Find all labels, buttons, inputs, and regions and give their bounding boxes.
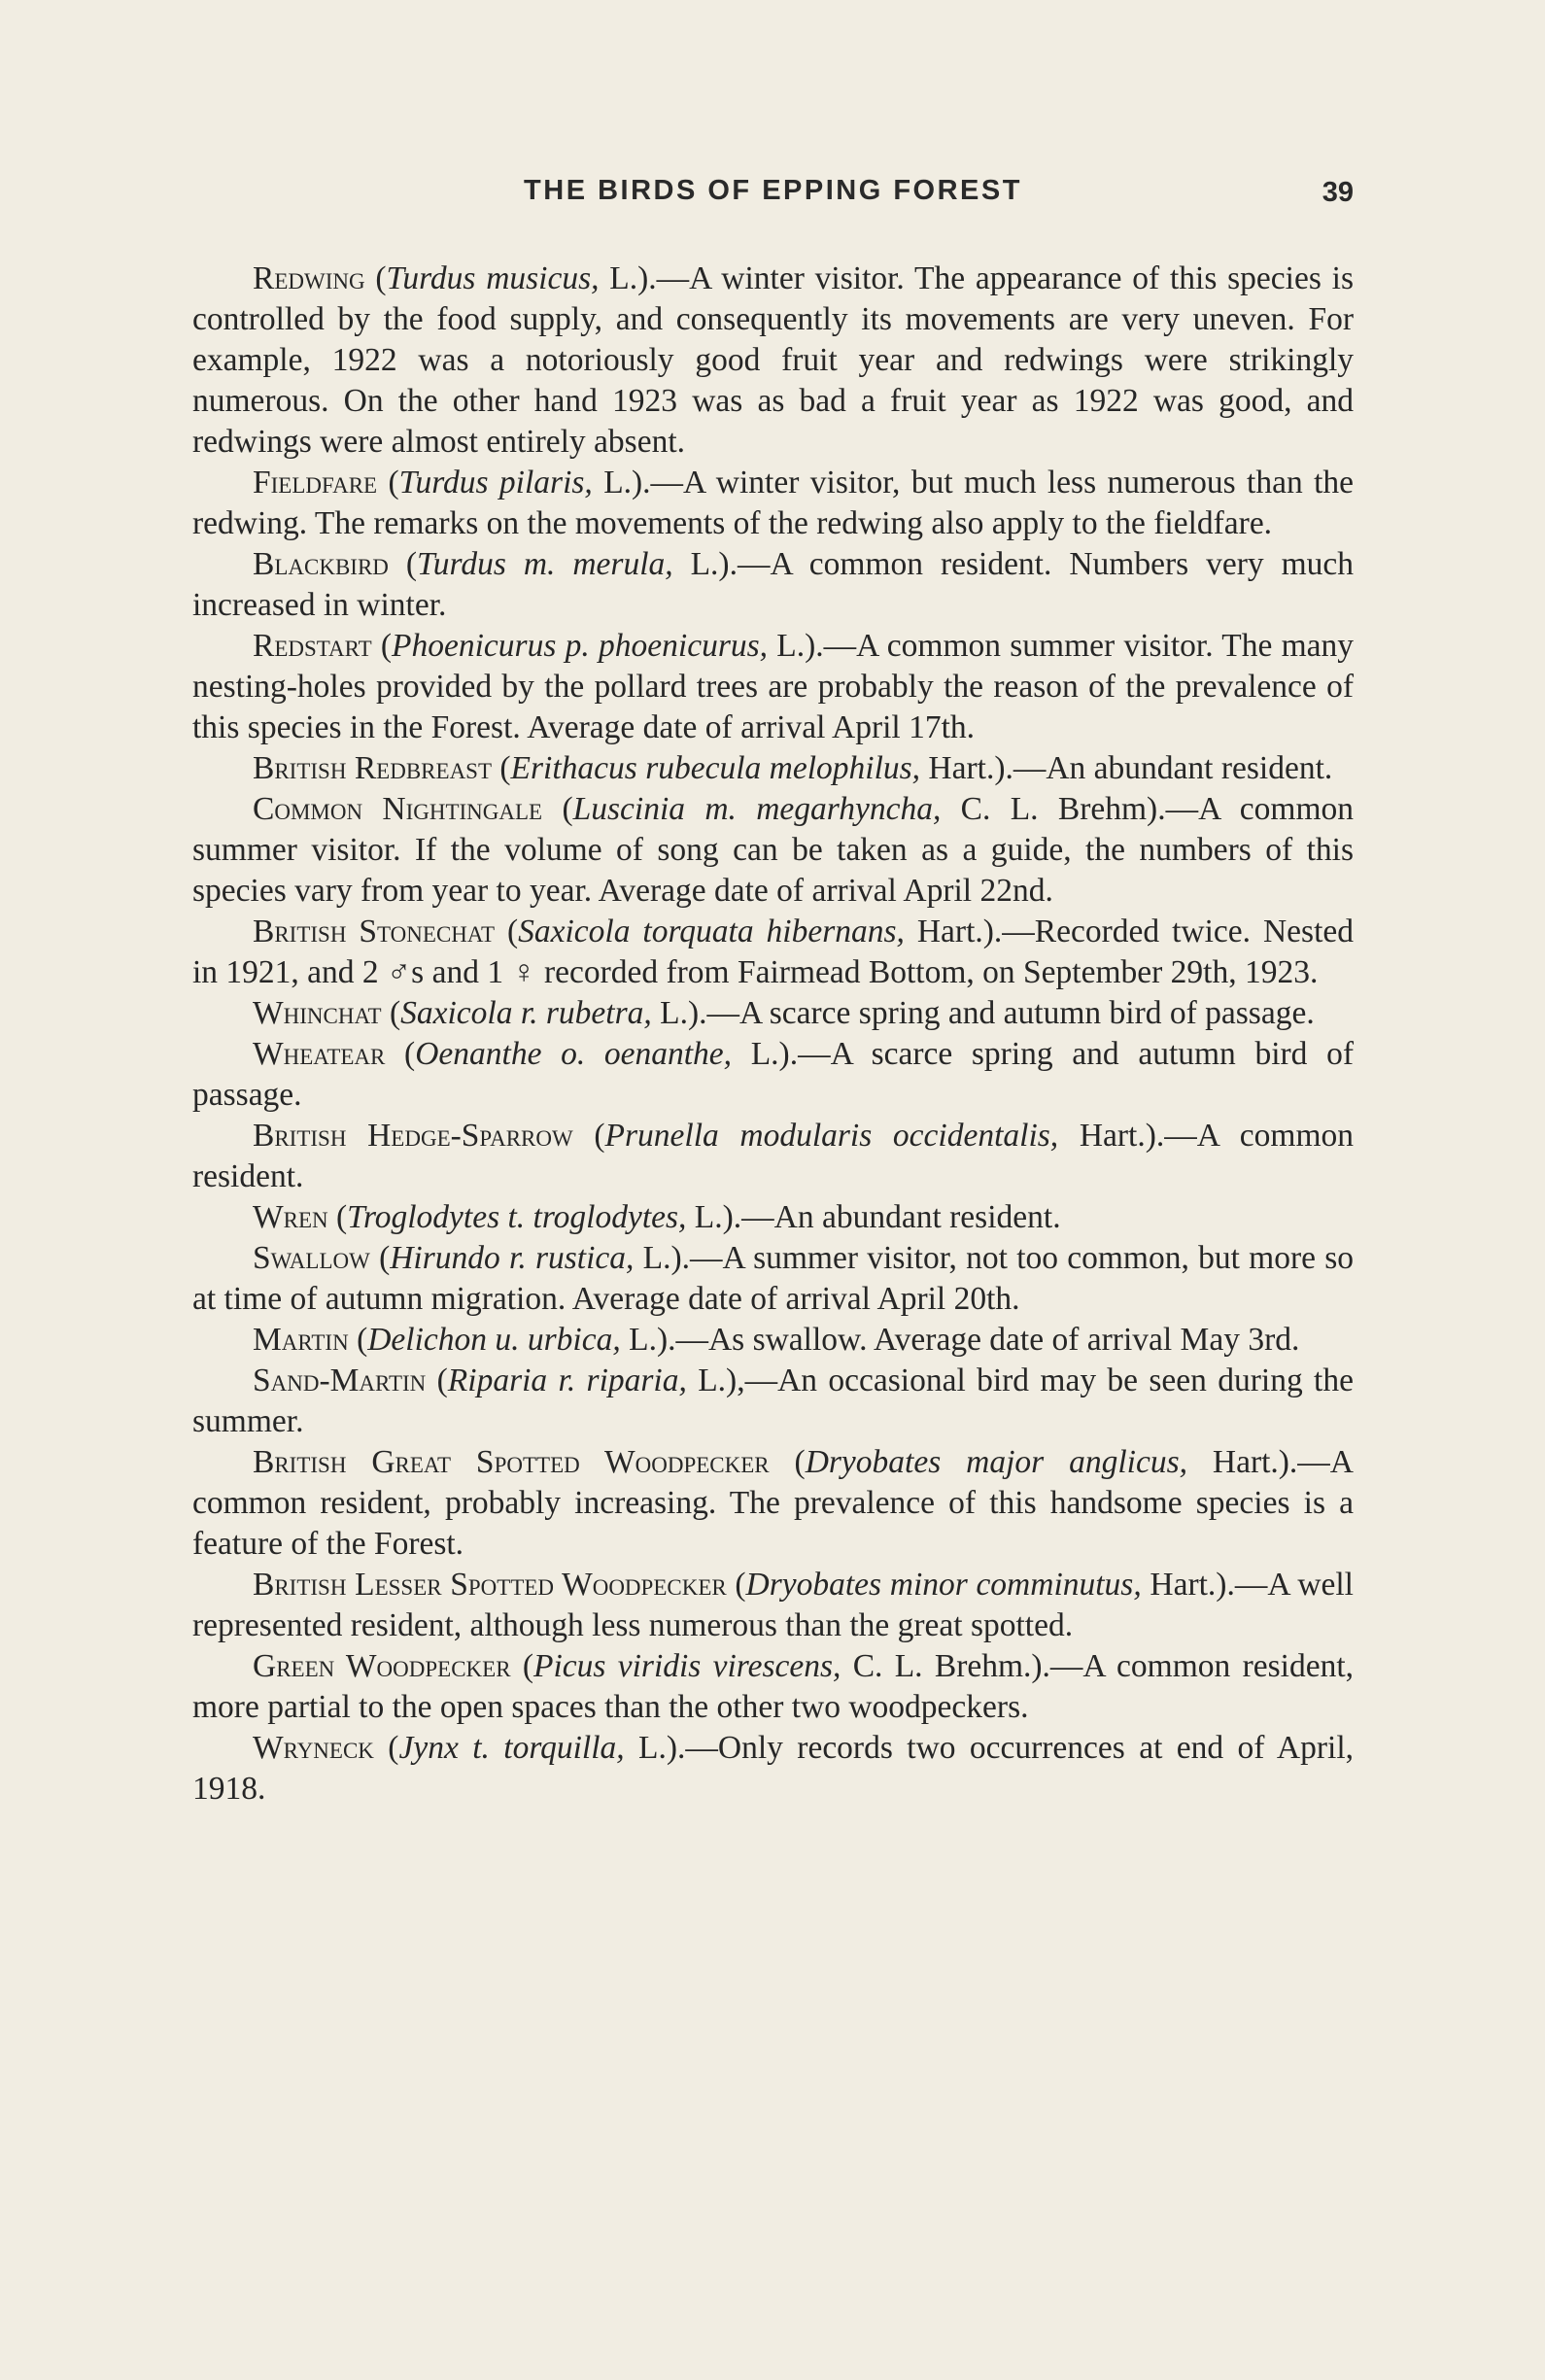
species-description: L.).—A winter visitor. The appearance of this species is controlled by the food supply, and consequently its movements are very uneven. For example, 1922 was a notoriously good fruit year and redwings were strikingly numerous. On the other hand 1923 was as bad a fruit year as 1922 was good, and redwings were almost entirely absent.: [192, 260, 1355, 460]
scientific-name: Dryobates minor comminutus,: [745, 1567, 1142, 1603]
species-entry: Redstart (Phoenicurus p. phoenicurus, L.).—A common summer visitor. The many nesting-holes provided by the pollard trees are probably the reason of the prevalence of this species in the Forest. Average date of arrival April 17th.: [192, 628, 1355, 745]
species-description: L.).—A scarce spring and autumn bird of passage.: [651, 995, 1315, 1031]
scientific-name: Picus viridis virescens,: [533, 1648, 841, 1684]
species-description: C. L. Brehm).—A common summer visitor. If the volume of song can be taken as a guide, the numbers of this species vary from year to year. Average date of arrival April 22nd.: [192, 791, 1354, 909]
scientific-name: Saxicola torquata hibernans,: [518, 914, 905, 949]
species-name: Whinchat: [253, 995, 382, 1031]
species-description: L.).—As swallow. Average date of arrival May 3rd.: [620, 1322, 1300, 1358]
species-entry: Redwing (Turdus musicus, L.).—A winter visitor. The appearance of this species is controlled by the food supply, and consequently its movements are very uneven. For example, 1922 was a notoriously good fruit year and redwings were strikingly numerous. On the other hand 1923 was as bad a fruit year as 1922 was good, and redwings were almost entirely absent.: [192, 260, 1355, 460]
species-description: Hart.).—A common resident.: [192, 1118, 1354, 1194]
species-description: Hart.).—An abundant resident.: [920, 750, 1333, 786]
species-name: Martin: [253, 1322, 349, 1358]
species-entry: Sand-Martin (Riparia r. riparia, L.),—An occasional bird may be seen during the summer.: [192, 1362, 1354, 1439]
species-name: British Redbreast: [253, 750, 493, 786]
scientific-name: Prunella modularis occidentalis,: [604, 1118, 1059, 1154]
species-description: C. L. Brehm.).—A common resident, more partial to the open spaces than the other two woodpeckers.: [192, 1648, 1355, 1725]
species-entry: Whinchat (Saxicola r. rubetra, L.).—A scarce spring and autumn bird of passage.: [253, 995, 1315, 1031]
species-name: Common Nightingale: [253, 791, 543, 827]
species-name: Wheatear: [253, 1036, 386, 1072]
species-entry: Blackbird (Turdus m. merula, L.).—A common resident. Numbers very much increased in winter.: [192, 546, 1354, 623]
scientific-name: Turdus pilaris,: [398, 465, 593, 500]
species-entry: Green Woodpecker (Picus viridis virescens, C. L. Brehm.).—A common resident, more partial to the open spaces than the other two woodpeckers.: [192, 1648, 1355, 1725]
scientific-name: Oenanthe o. oenanthe,: [415, 1036, 733, 1072]
species-description: L.).—A common summer visitor. The many nesting-holes provided by the pollard trees are probably the reason of the prevalence of this species in the Forest. Average date of arrival April 17th.: [192, 628, 1355, 745]
page-number: 39: [1322, 177, 1354, 208]
species-name: Sand-Martin: [253, 1362, 427, 1398]
species-description: L.).—A scarce spring and autumn bird of passage.: [192, 1036, 1354, 1113]
species-entry: British Redbreast (Erithacus rubecula melophilus, Hart.).—An abundant resident.: [253, 750, 1333, 786]
page-header: [192, 175, 1354, 224]
species-description: L.),—An occasional bird may be seen during the summer.: [192, 1362, 1354, 1439]
species-name: British Great Spotted Woodpecker: [253, 1444, 770, 1480]
species-description: Hart.).—A well represented resident, although less numerous than the great spotted.: [192, 1567, 1354, 1643]
species-name: British Stonechat: [253, 914, 495, 949]
species-entry: British Lesser Spotted Woodpecker (Dryobates minor comminutus, Hart.).—A well represented resident, although less numerous than the great spotted.: [192, 1567, 1354, 1643]
species-description: L.).—An abundant resident.: [686, 1199, 1061, 1235]
species-entry: Common Nightingale (Luscinia m. megarhyncha, C. L. Brehm).—A common summer visitor. If the volume of song can be taken as a guide, the numbers of this species vary from year to year. Average date of arrival April 22nd.: [192, 791, 1354, 909]
scientific-name: Riparia r. riparia,: [447, 1362, 687, 1398]
species-name: Fieldfare: [253, 465, 378, 500]
species-description: L.).—A summer visitor, not too common, but more so at time of autumn migration. Average date of arrival April 20th.: [192, 1240, 1355, 1317]
species-name: Swallow: [253, 1240, 370, 1276]
species-entry: Wren (Troglodytes t. troglodytes, L.).—An abundant resident.: [253, 1199, 1061, 1235]
species-description: L.).—Only records two occurrences at end of April, 1918.: [192, 1730, 1355, 1807]
running-head: THE BIRDS OF EPPING FOREST: [524, 175, 1022, 206]
scientific-name: Delichon u. urbica,: [367, 1322, 621, 1358]
scientific-name: Phoenicurus p. phoenicurus,: [392, 628, 769, 664]
scientific-name: Turdus m. merula,: [417, 546, 673, 582]
scientific-name: Troglodytes t. troglodytes,: [347, 1199, 687, 1235]
scientific-name: Hirundo r. rustica,: [390, 1240, 635, 1276]
species-description: Hart.).—A common resident, probably increasing. The prevalence of this handsome species is a feature of the Forest.: [192, 1444, 1355, 1562]
species-entry: Wheatear (Oenanthe o. oenanthe, L.).—A scarce spring and autumn bird of passage.: [192, 1036, 1354, 1113]
species-name: British Lesser Spotted Woodpecker: [253, 1567, 727, 1603]
species-entry: Swallow (Hirundo r. rustica, L.).—A summer visitor, not too common, but more so at time of autumn migration. Average date of arrival April 20th.: [192, 1240, 1355, 1317]
scientific-name: Erithacus rubecula melophilus,: [510, 750, 921, 786]
species-entry: British Great Spotted Woodpecker (Dryobates major anglicus, Hart.).—A common resident, probably increasing. The prevalence of this handsome species is a feature of the Forest.: [192, 1444, 1355, 1562]
species-entry: British Hedge-Sparrow (Prunella modularis occidentalis, Hart.).—A common resident.: [192, 1118, 1354, 1194]
species-name: Blackbird: [253, 546, 389, 582]
species-name: Redstart: [253, 628, 372, 664]
species-entry: Wryneck (Jynx t. torquilla, L.).—Only records two occurrences at end of April, 1918.: [192, 1730, 1355, 1807]
scientific-name: Dryobates major anglicus,: [805, 1444, 1187, 1480]
species-name: Wryneck: [253, 1730, 374, 1766]
species-entry: British Stonechat (Saxicola torquata hibernans, Hart.).—Recorded twice. Nested in 1921, and 2 ♂s and 1 ♀ recorded from Fairmead Bottom, on September 29th, 1923.: [192, 914, 1354, 990]
species-name: Redwing: [253, 260, 365, 296]
species-name: Wren: [253, 1199, 328, 1235]
species-entry: Fieldfare (Turdus pilaris, L.).—A winter visitor, but much less numerous than the redwing. The remarks on the movements of the redwing also apply to the fieldfare.: [192, 465, 1355, 541]
species-name: Green Woodpecker: [253, 1648, 511, 1684]
scientific-name: Luscinia m. megarhyncha,: [572, 791, 942, 827]
species-description: L.).—A common resident. Numbers very much increased in winter.: [192, 546, 1354, 623]
species-entry: Martin (Delichon u. urbica, L.).—As swallow. Average date of arrival May 3rd.: [253, 1322, 1300, 1358]
species-name: British Hedge-Sparrow: [253, 1118, 573, 1154]
species-description: Hart.).—Recorded twice. Nested in 1921, and 2 ♂s and 1 ♀ recorded from Fairmead Bottom, on September 29th, 1923.: [192, 914, 1354, 990]
species-description: L.).—A winter visitor, but much less numerous than the redwing. The remarks on the movements of the redwing also apply to the fieldfare.: [192, 465, 1355, 541]
scientific-name: Saxicola r. rubetra,: [400, 995, 652, 1031]
species-list: [192, 259, 1354, 1810]
scientific-name: Jynx t. torquilla,: [398, 1730, 625, 1766]
scientific-name: Turdus musicus,: [386, 260, 600, 296]
